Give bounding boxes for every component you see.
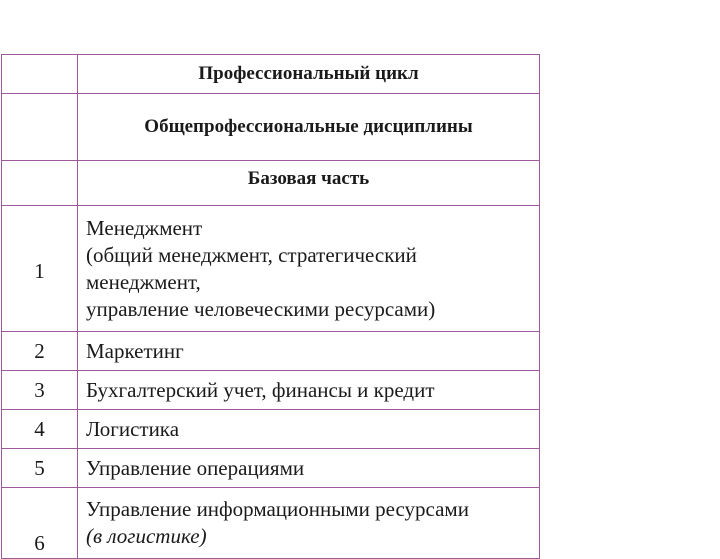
table-row [2,488,540,559]
row-number: 5 [2,449,78,488]
discipline-line: менеджмент, [86,269,201,294]
header-row-part [2,161,540,206]
discipline-note: (в логистике) [86,524,207,548]
header-empty-cell [2,161,78,206]
discipline-line: Менеджмент [86,215,203,240]
discipline-line: (общий менеджмент, стратегический [86,242,417,267]
table-row [2,371,540,410]
header-cycle-title: Профессиональный цикл [78,55,540,94]
discipline-name [78,488,540,559]
table-row [2,410,540,449]
header-part-title: Базовая часть [247,168,370,189]
header-empty-cell [2,94,78,161]
discipline-name: Логистика [78,410,540,449]
table-row [2,206,540,332]
header-row-cycle [2,55,540,94]
row-number: 1 [2,206,78,332]
header-part-cell [78,161,540,206]
discipline-name: Бухгалтерский учет, финансы и кредит [78,371,540,410]
header-disciplines-title: Общепрофессиональные дисциплины [78,94,540,161]
header-row-disciplines [2,94,540,161]
discipline-line: Управление информационными ресурсами [86,497,469,521]
row-number: 6 [2,488,78,559]
table-row [2,332,540,371]
curriculum-table [1,54,540,559]
discipline-line: управление человеческими ресурсами) [86,296,436,321]
discipline-name: Маркетинг [78,332,540,371]
row-number: 3 [2,371,78,410]
header-empty-cell [2,55,78,94]
table-row [2,449,540,488]
row-number: 2 [2,332,78,371]
discipline-name [78,206,540,332]
row-number: 4 [2,410,78,449]
discipline-name: Управление операциями [78,449,540,488]
